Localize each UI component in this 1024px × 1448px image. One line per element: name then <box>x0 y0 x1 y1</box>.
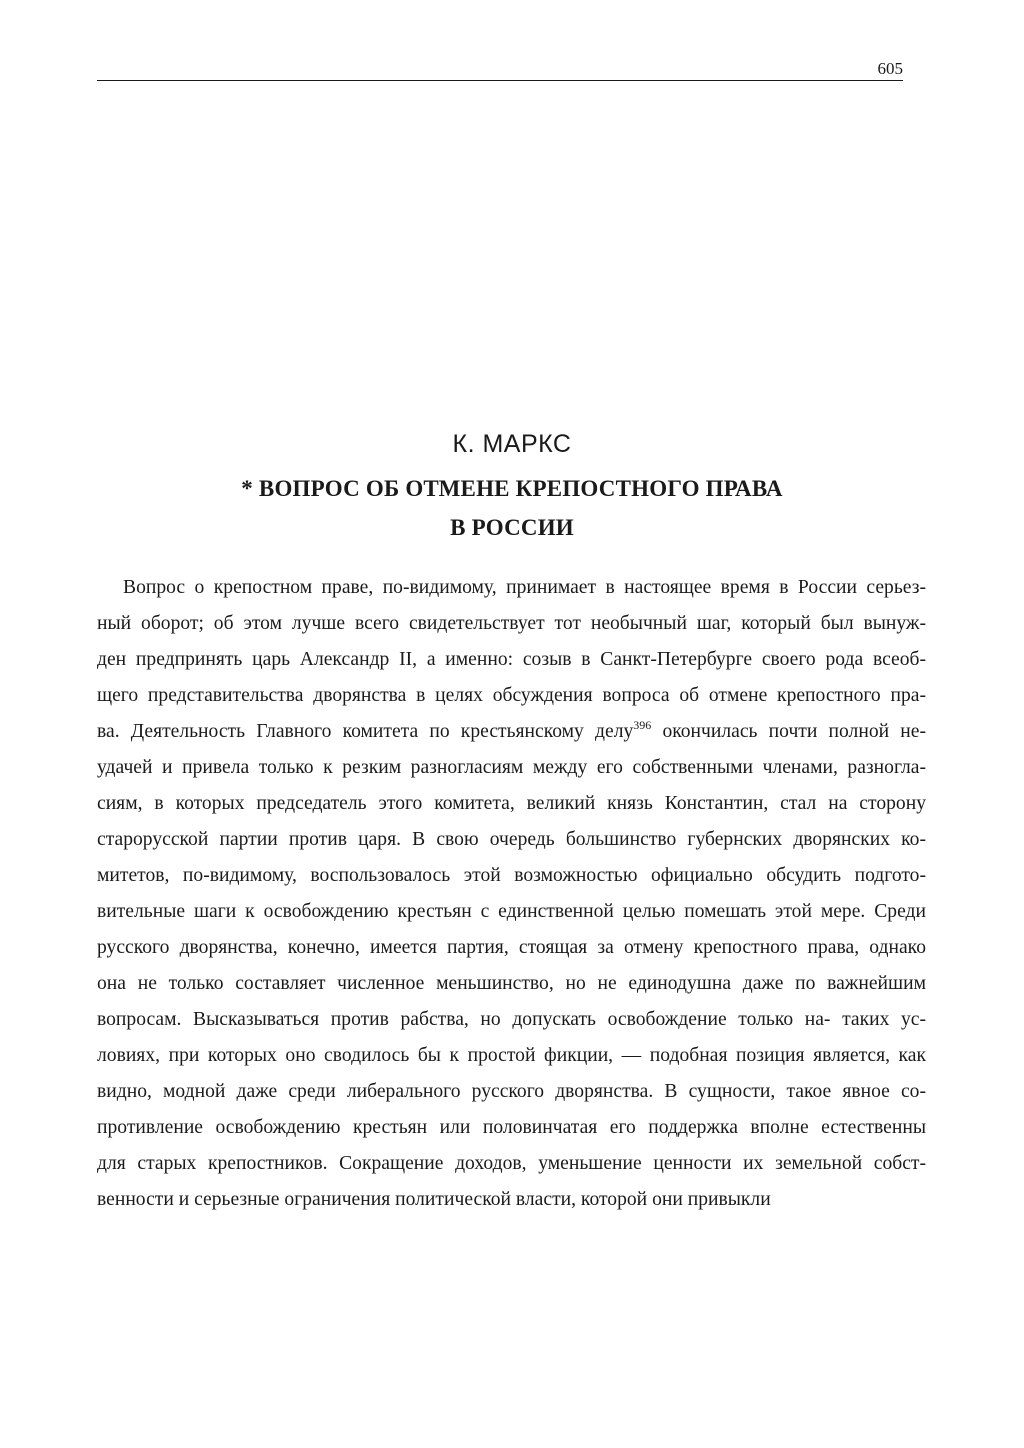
text-line: сиям, в которых председатель этого комитета, великий князь Константин, стал на сторону <box>97 793 926 814</box>
article-title-line-2: В РОССИИ <box>450 515 574 540</box>
body-text <box>97 570 926 1218</box>
text-line: ный оборот; об этом лучше всего свидетельствует тот необычный шаг, который был вынуж- <box>97 613 926 634</box>
text-line: ден предпринять царь Александр II, а именно: созыв в Санкт-Петербурге своего рода всеоб- <box>97 649 926 670</box>
page-header <box>97 60 903 81</box>
text-line: митетов, по-видимому, воспользовалось этой возможностью официально обсудить подгото- <box>97 865 926 886</box>
text-line: видно, модной даже среди либерального русского дворянства. В сущности, такое явное со- <box>97 1081 926 1102</box>
text-line: вительные шаги к освобождению крестьян с единственной целью помешать этой мере. Среди <box>97 901 926 922</box>
text-line: удачей и привела только к резким разногласиям между его собственными членами, разногла- <box>97 757 926 778</box>
author-name: К. МАРКС <box>452 430 572 458</box>
text-line: вопросам. Высказываться против рабства, но допускать освобождение только на- таких ус- <box>97 1009 926 1030</box>
text-line: старорусской партии против царя. В свою очередь большинство губернских дворянских ко- <box>97 829 926 850</box>
text-line: венности и серьезные ограничения политической власти, которой они привыкли <box>97 1189 771 1210</box>
footnote-marker[interactable]: 396 <box>633 718 652 732</box>
page-number: 605 <box>877 59 903 78</box>
text-line: она не только составляет численное меньшинство, но не единодушна даже по важнейшим <box>97 973 926 994</box>
text-line: Вопрос о крепостном праве, по-видимому, принимает в настоящее время в России серьез- <box>123 577 926 598</box>
text-line: щего представительства дворянства в целях обсуждения вопроса об отмене крепостного пра- <box>97 685 926 706</box>
text-line: для старых крепостников. Сокращение доходов, уменьшение ценности их земельной собст- <box>97 1153 926 1174</box>
text-line-segment: ва. Деятельность Главного комитета по крестьянскому делу <box>97 721 634 742</box>
text-line: русского дворянства, конечно, имеется партия, стоящая за отмену крепостного права, однако <box>97 937 926 958</box>
text-line: противление освобождению крестьян или половинчатая его поддержка вполне естественны <box>97 1117 926 1138</box>
text-line-with-footnote <box>97 714 926 750</box>
text-line-segment: окончилась почти полной не- <box>651 721 926 742</box>
text-line: ловиях, при которых оно сводилось бы к простой фикции, — подобная позиция является, как <box>97 1045 926 1066</box>
article-title-line-1: * ВОПРОС ОБ ОТМЕНЕ КРЕПОСТНОГО ПРАВА <box>241 476 783 501</box>
